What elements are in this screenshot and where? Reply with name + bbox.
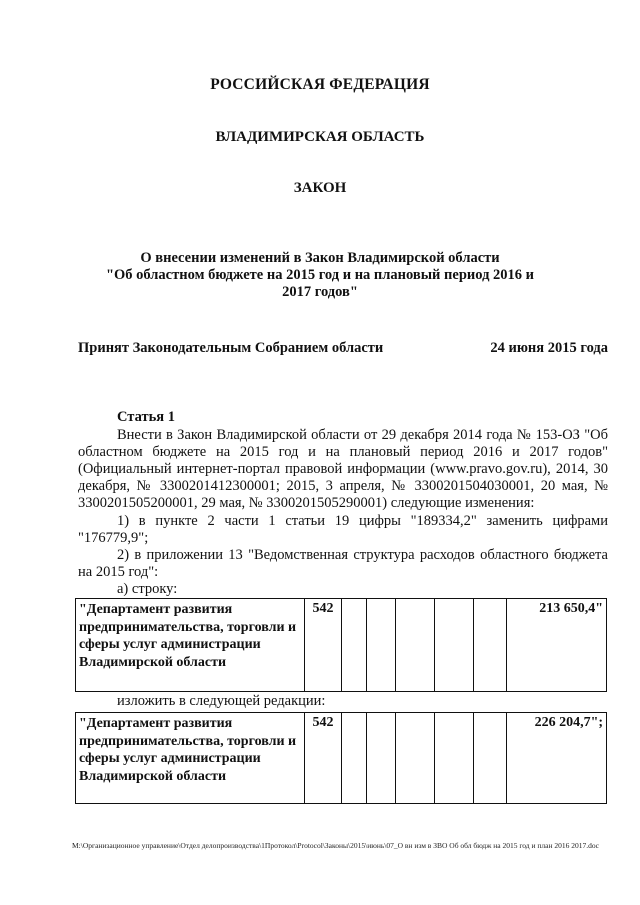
department-cell: "Департамент развития предпринимательства, торговли и сферы услуг администрации Владимирской области (76, 599, 305, 692)
empty-cell (474, 713, 507, 804)
adoption-date: 24 июня 2015 года (490, 340, 608, 356)
subject-line-2: "Об областном бюджете на 2015 год и на плановый период 2016 и (105, 267, 535, 283)
file-path-footer: M:\Организационное управление\Отдел делопроизводства\1Протокол\Protocol\Законы\2015\июнь\07_О вн изм в ЗВО Об обл бюдж на 2015 год и план 2016 2017.doc (72, 841, 599, 850)
subject-line-3: 2017 годов" (282, 284, 358, 300)
table-row (76, 599, 607, 692)
empty-cell (342, 599, 367, 692)
adoption-line (78, 340, 608, 357)
empty-cell (367, 713, 396, 804)
subject-line-1: О внесении изменений в Закон Владимирской области (140, 250, 500, 266)
article-paragraph-3: 2) в приложении 13 "Ведомственная структура расходов областного бюджета на 2015 год": (78, 547, 608, 580)
amount-cell: 226 204,7"; (507, 713, 607, 804)
country-heading: РОССИЙСКАЯ ФЕДЕРАЦИЯ (210, 76, 430, 93)
region-heading: ВЛАДИМИРСКАЯ ОБЛАСТЬ (215, 129, 425, 145)
department-cell: "Департамент развития предпринимательства, торговли и сферы услуг администрации Владимирской области (76, 713, 305, 804)
amount-cell: 213 650,4" (507, 599, 607, 692)
code-cell: 542 (305, 713, 342, 804)
table-row (76, 713, 607, 804)
law-subject (0, 250, 640, 301)
empty-cell (396, 713, 435, 804)
empty-cell (474, 599, 507, 692)
article-paragraph-1: Внести в Закон Владимирской области от 29 декабря 2014 года № 153-ОЗ "Об областном бюджете на 2015 год и на плановый период 2016 и 2017 годов" (Официальный интернет-портал правовой информации (www.pravo.gov.ru), 2014, 30 декабря, № 3300201412300001; 2015, 3 апреля, № 3300201504030001, 20 мая, № 3300201505200001, 29 мая, № 3300201505290001) следующие изменения: (78, 427, 608, 511)
empty-cell (367, 599, 396, 692)
empty-cell (342, 713, 367, 804)
article-paragraph-2: 1) в пункте 2 части 1 статьи 19 цифры "189334,2" заменить цифрами "176779,9"; (78, 513, 608, 546)
empty-cell (435, 713, 474, 804)
code-cell: 542 (305, 599, 342, 692)
article-paragraph-4: а) строку: (117, 581, 178, 597)
doc-type-heading: ЗАКОН (293, 180, 347, 196)
article-title: Статья 1 (117, 409, 175, 425)
article-paragraph-5: изложить в следующей редакции: (117, 693, 326, 709)
adoption-text: Принят Законодательным Собранием области (78, 340, 384, 356)
empty-cell (396, 599, 435, 692)
budget-row-old (75, 598, 607, 692)
empty-cell (435, 599, 474, 692)
budget-row-new (75, 712, 607, 804)
